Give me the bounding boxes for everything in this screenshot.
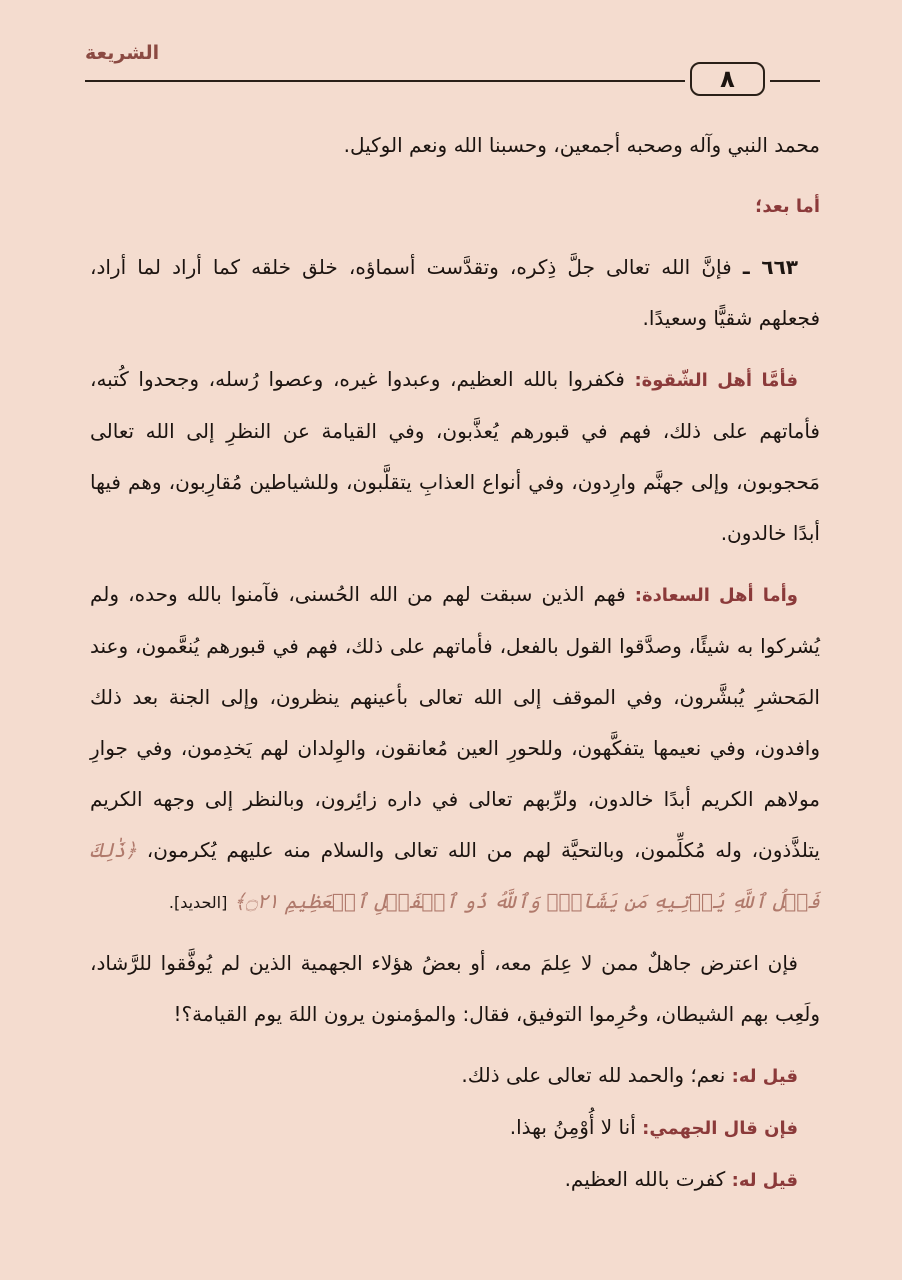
dialogue-line-1	[90, 1050, 820, 1102]
label-ahl-saada: وأما أهل السعادة:	[634, 585, 798, 606]
page-body	[90, 120, 820, 1206]
paragraph-shaqwa-text: فكفروا بالله العظيم، وعبدوا غيره، وعصوا رُسله، وجحدوا كُتبه، فأماتهم على ذلك، فهم في قبورهم يُعذَّبون، وفي القيامة عن النظرِ إلى الله تعالى مَحجوبون، وإلى جهنَّم وارِدون، وفي أنواع العذابِ يتقلَّبون، وللشياطين مُقارِبون، وهم فيها أبدًا خالدون.	[90, 367, 820, 545]
dialogue-text-3: كفرت بالله العظيم.	[564, 1167, 726, 1191]
paragraph-1: محمد النبي وآله وصحبه أجمعين، وحسبنا الله ونعم الوكيل.	[343, 133, 820, 157]
dialogue-line-3	[90, 1154, 820, 1206]
paragraph-663	[90, 242, 820, 344]
paragraph-663-text: فإنَّ الله تعالى جلَّ ذِكره، وتقدَّست أسماؤه، خلق خلقه كما أراد لما أراد، فجعلهم شقيًّا وسعيدًا.	[90, 255, 820, 330]
paragraph-saada	[90, 569, 820, 928]
running-title: الشريعة	[85, 42, 160, 64]
dialogue-line-2	[90, 1102, 820, 1154]
label-qila-lahu-2: قيل له:	[731, 1170, 798, 1191]
label-ahl-shaqwa: فأمَّا أهل الشّقوة:	[634, 370, 798, 391]
paragraph-shaqwa	[90, 354, 820, 559]
dialogue-text-2: أنا لا أُوْمِنُ بهذا.	[509, 1115, 636, 1139]
header-rule	[85, 80, 685, 82]
page-number: ٨	[690, 62, 765, 96]
dialogue-block	[90, 1050, 820, 1206]
dialogue-text-1: نعم؛ والحمد لله تعالى على ذلك.	[461, 1063, 726, 1087]
surah-reference: [الحديد].	[168, 893, 228, 912]
quran-verse: ﴿ذَٰلِكَ فَضۡلُ ٱللَّهِ يُؤۡتِيهِ مَن يَشَآءُۚ وَٱللَّهُ ذُو ٱلۡفَضۡلِ ٱلۡعَظِيمِ ۝٢١﴾	[90, 838, 820, 913]
heading-amma-bad: أما بعد؛	[755, 196, 820, 217]
header-rule-right	[770, 80, 820, 82]
label-qila-lahu-1: قيل له:	[731, 1066, 798, 1087]
label-jahmi: فإن قال الجهمي:	[642, 1118, 798, 1139]
paragraph-number: ٦٦٣ ـ	[742, 255, 798, 279]
paragraph-objection: فإن اعترض جاهلٌ ممن لا عِلمَ معه، أو بعضُ هؤلاء الجهمية الذين لم يُوفَّقوا للرَّشاد، ولَعِب بهم الشيطان، وحُرِموا التوفيق، فقال: والمؤمنون يرون اللهَ يوم القيامة؟!	[90, 951, 820, 1026]
paragraph-saada-text: فهم الذين سبقت لهم من الله الحُسنى، فآمنوا بالله وحده، ولم يُشركوا به شيئًا، وصدَّقوا القول بالفعل، فأماتهم على ذلك، فهم في قبورهم يُنعَّمون، وعند المَحشرِ يُبشَّرون، وفي الموقف إلى الله تعالى بأعينهم ينظرون، وإلى الجنة بعد ذلك وافدون، وفي نعيمها يتفكَّهون، وللحورِ العين مُعانقون، والوِلدان لهم يَخدِمون، وفي جوارِ مولاهم الكريم أبدًا خالدون، ولرِّبهم تعالى في داره زائِرون، وبالنظر إلى وجهه الكريم يتلذَّذون، وله مُكلِّمون، وبالتحيَّة لهم من الله تعالى والسلام منه عليهم يُكرمون،	[90, 582, 821, 862]
